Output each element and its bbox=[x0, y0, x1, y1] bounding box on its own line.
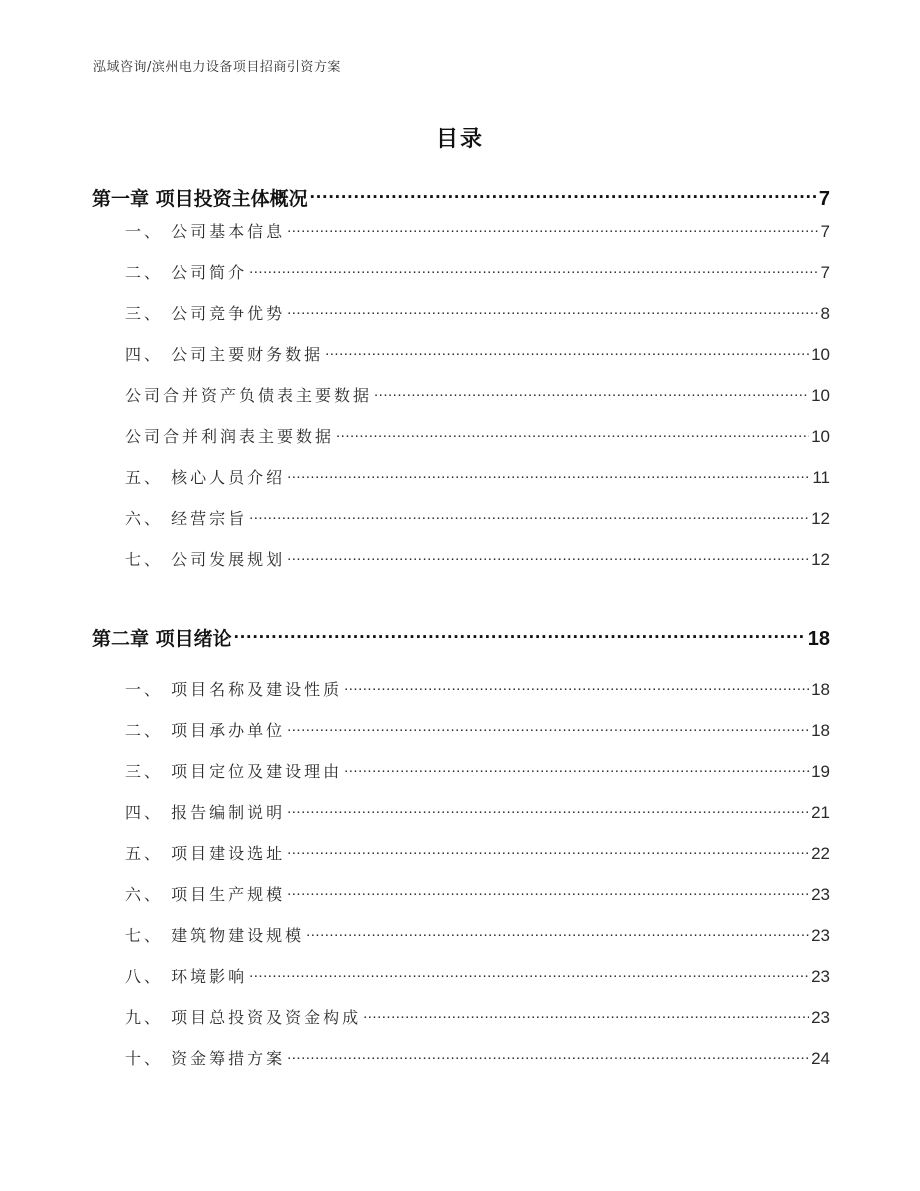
toc-dot-leader bbox=[287, 1048, 809, 1064]
toc-entry-page-number: 10 bbox=[811, 386, 830, 405]
toc-section-entry[interactable] bbox=[125, 506, 830, 529]
toc-dot-leader bbox=[287, 549, 809, 565]
toc-dot-leader bbox=[336, 426, 809, 442]
toc-entry-label: 六、 经营宗旨 bbox=[125, 509, 248, 528]
toc-section-entry[interactable] bbox=[125, 219, 830, 242]
toc-entry-label: 公司合并利润表主要数据 bbox=[125, 427, 335, 446]
toc-dot-leader bbox=[249, 508, 809, 524]
toc-entry-page-number: 11 bbox=[812, 468, 830, 487]
toc-section-entry[interactable] bbox=[125, 547, 830, 570]
toc-entry-label: 一、 项目名称及建设性质 bbox=[125, 680, 343, 699]
toc-section-entry[interactable] bbox=[125, 964, 830, 987]
toc-entry-page-number: 10 bbox=[811, 345, 830, 364]
toc-dot-leader bbox=[287, 802, 809, 818]
toc-entry-page-number: 7 bbox=[820, 263, 830, 282]
toc-dot-leader bbox=[249, 966, 809, 982]
toc-chapter-entry[interactable] bbox=[92, 184, 830, 211]
toc-entry-label: 九、 项目总投资及资金构成 bbox=[125, 1008, 362, 1027]
toc-entry-label: 七、 建筑物建设规模 bbox=[125, 926, 305, 945]
toc-entry-label: 十、 资金筹措方案 bbox=[125, 1049, 286, 1068]
page-header: 泓域咨询/滨州电力设备项目招商引资方案 bbox=[93, 60, 341, 75]
toc-section-entry[interactable] bbox=[125, 677, 830, 700]
toc-entry-label: 第二章 项目绪论 bbox=[92, 628, 232, 650]
toc-entry-page-number: 12 bbox=[811, 509, 830, 528]
toc-entry-page-number: 23 bbox=[811, 926, 830, 945]
toc-entry-page-number: 12 bbox=[811, 550, 830, 569]
toc-entry-label: 三、 公司竞争优势 bbox=[125, 304, 286, 323]
toc-dot-leader bbox=[287, 467, 810, 483]
toc-entry-label: 六、 项目生产规模 bbox=[125, 885, 286, 904]
toc-entry-page-number: 23 bbox=[811, 1008, 830, 1027]
toc-entry-label: 五、 项目建设选址 bbox=[125, 844, 286, 863]
toc-entry-page-number: 18 bbox=[807, 628, 830, 650]
toc-entry-label: 七、 公司发展规划 bbox=[125, 550, 286, 569]
toc-dot-leader bbox=[344, 679, 809, 695]
toc-chapter-entry[interactable] bbox=[92, 624, 830, 651]
toc-entry-page-number: 7 bbox=[818, 188, 830, 210]
toc-dot-leader bbox=[249, 262, 818, 278]
toc-section-entry[interactable] bbox=[125, 342, 830, 365]
toc-dot-leader bbox=[287, 221, 818, 237]
toc-section-entry[interactable] bbox=[125, 841, 830, 864]
toc-dot-leader bbox=[287, 303, 818, 319]
toc-entry-label: 公司合并资产负债表主要数据 bbox=[125, 386, 373, 405]
toc-entry-page-number: 21 bbox=[811, 803, 830, 822]
toc-section-entry[interactable] bbox=[125, 424, 830, 447]
toc-entry-label: 三、 项目定位及建设理由 bbox=[125, 762, 343, 781]
toc-dot-leader bbox=[234, 626, 806, 645]
toc-dot-leader bbox=[310, 186, 817, 205]
toc-entry-label: 五、 核心人员介绍 bbox=[125, 468, 286, 487]
toc-entry-label: 第一章 项目投资主体概况 bbox=[92, 188, 308, 210]
toc-section-entry[interactable] bbox=[125, 800, 830, 823]
toc-entry-page-number: 8 bbox=[820, 304, 830, 323]
toc-entry-label: 四、 公司主要财务数据 bbox=[125, 345, 324, 364]
toc-section-entry[interactable] bbox=[125, 260, 830, 283]
toc-entry-label: 二、 项目承办单位 bbox=[125, 721, 286, 740]
toc-entry-label: 八、 环境影响 bbox=[125, 967, 248, 986]
toc-dot-leader bbox=[344, 761, 809, 777]
toc-section-entry[interactable] bbox=[125, 759, 830, 782]
toc-entry-page-number: 10 bbox=[811, 427, 830, 446]
toc-dot-leader bbox=[287, 720, 809, 736]
toc-section-entry[interactable] bbox=[125, 465, 830, 488]
toc-section-entry[interactable] bbox=[125, 923, 830, 946]
toc-entry-label: 一、 公司基本信息 bbox=[125, 222, 286, 241]
toc-section-entry[interactable] bbox=[125, 383, 830, 406]
toc-dot-leader bbox=[374, 385, 809, 401]
toc-dot-leader bbox=[287, 843, 809, 859]
toc-entry-page-number: 18 bbox=[811, 721, 830, 740]
toc-dot-leader bbox=[306, 925, 809, 941]
toc-dot-leader bbox=[287, 884, 809, 900]
toc-entry-page-number: 23 bbox=[811, 967, 830, 986]
toc-title: 目录 bbox=[435, 127, 484, 152]
toc-entry-page-number: 22 bbox=[811, 844, 830, 863]
toc-entry-page-number: 18 bbox=[811, 680, 830, 699]
toc-section-entry[interactable] bbox=[125, 1046, 830, 1069]
toc-dot-leader bbox=[363, 1007, 809, 1023]
toc-entry-page-number: 7 bbox=[820, 222, 830, 241]
toc-section-entry[interactable] bbox=[125, 1005, 830, 1028]
toc-section-entry[interactable] bbox=[125, 301, 830, 324]
toc-section-entry[interactable] bbox=[125, 882, 830, 905]
toc-entry-page-number: 23 bbox=[811, 885, 830, 904]
toc-dot-leader bbox=[325, 344, 809, 360]
toc-entry-page-number: 19 bbox=[811, 762, 830, 781]
toc-entry-label: 四、 报告编制说明 bbox=[125, 803, 286, 822]
toc-section-entry[interactable] bbox=[125, 718, 830, 741]
toc-entry-label: 二、 公司简介 bbox=[125, 263, 248, 282]
toc-entry-page-number: 24 bbox=[811, 1049, 830, 1068]
